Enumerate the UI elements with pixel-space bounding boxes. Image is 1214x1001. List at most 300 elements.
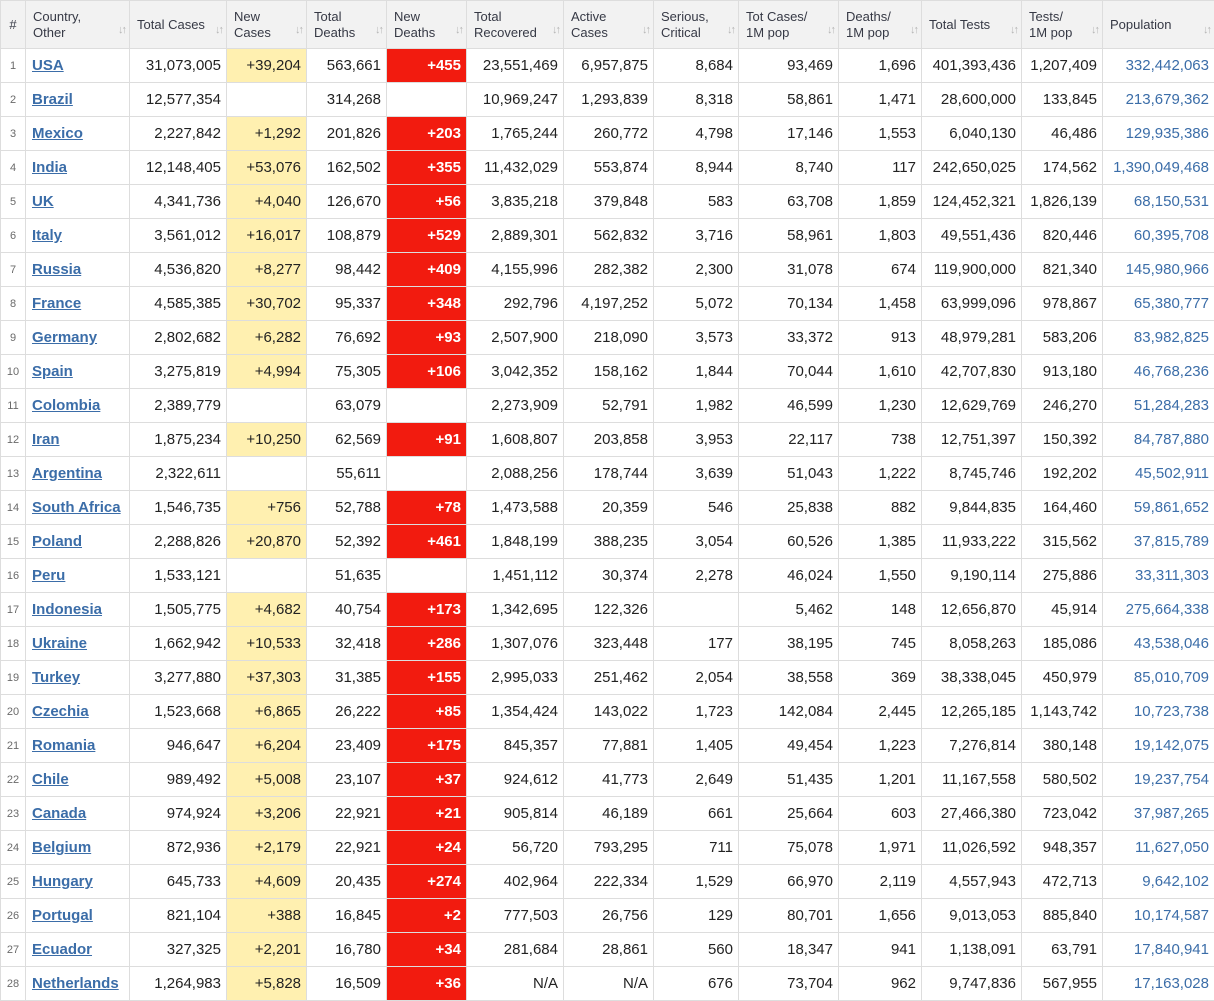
table-row — [1, 219, 1214, 253]
cell-total-recovered: 905,814 — [467, 797, 564, 831]
country-link[interactable]: Colombia — [32, 397, 100, 414]
column-header-country[interactable] — [26, 1, 130, 49]
cell-serious: 5,072 — [654, 287, 739, 321]
cell-total-tests: 4,557,943 — [922, 865, 1022, 899]
cell-total-cases: 3,561,012 — [130, 219, 227, 253]
country-link[interactable]: Brazil — [32, 91, 73, 108]
cell-active-cases: 6,957,875 — [564, 49, 654, 83]
cell-cases-per-m: 70,134 — [739, 287, 839, 321]
cell-total-tests: 63,999,096 — [922, 287, 1022, 321]
cell-total-tests: 1,138,091 — [922, 933, 1022, 967]
cell-country — [26, 185, 130, 219]
cell-country — [26, 83, 130, 117]
country-link[interactable]: Italy — [32, 227, 62, 244]
cell-country — [26, 559, 130, 593]
sort-arrows-icon[interactable]: ↓↑ — [118, 22, 125, 38]
column-header-new-deaths[interactable] — [387, 1, 467, 49]
cell-new-deaths: +203 — [387, 117, 467, 151]
column-header-total-deaths[interactable] — [307, 1, 387, 49]
column-header-label: New Cases — [234, 9, 302, 41]
cell-active-cases: 30,374 — [564, 559, 654, 593]
table-row — [1, 287, 1214, 321]
cell-deaths-per-m: 369 — [839, 661, 922, 695]
cell-total-deaths: 22,921 — [307, 797, 387, 831]
cell-idx: 25 — [1, 865, 26, 899]
cell-country — [26, 355, 130, 389]
cell-cases-per-m: 5,462 — [739, 593, 839, 627]
cell-active-cases: 28,861 — [564, 933, 654, 967]
country-link[interactable]: Netherlands — [32, 975, 119, 992]
cell-total-cases: 3,277,880 — [130, 661, 227, 695]
column-header-deaths-per-m[interactable] — [839, 1, 922, 49]
sort-arrows-icon[interactable]: ↓↑ — [642, 22, 649, 38]
country-link[interactable]: Ukraine — [32, 635, 87, 652]
cell-country — [26, 219, 130, 253]
cell-total-recovered: 3,835,218 — [467, 185, 564, 219]
cell-serious: 3,054 — [654, 525, 739, 559]
cell-new-deaths: +529 — [387, 219, 467, 253]
cell-country — [26, 253, 130, 287]
cell-tests-per-m: 46,486 — [1022, 117, 1103, 151]
cell-new-deaths: +461 — [387, 525, 467, 559]
cell-total-deaths: 51,635 — [307, 559, 387, 593]
table-row — [1, 49, 1214, 83]
table-row — [1, 831, 1214, 865]
cell-total-tests: 12,629,769 — [922, 389, 1022, 423]
cell-total-tests: 8,058,263 — [922, 627, 1022, 661]
cell-country — [26, 661, 130, 695]
cell-serious: 1,723 — [654, 695, 739, 729]
cell-serious: 8,684 — [654, 49, 739, 83]
cell-deaths-per-m: 1,550 — [839, 559, 922, 593]
cell-total-cases: 12,148,405 — [130, 151, 227, 185]
country-link[interactable]: Turkey — [32, 669, 80, 686]
cell-cases-per-m: 18,347 — [739, 933, 839, 967]
cell-country — [26, 865, 130, 899]
cell-idx: 7 — [1, 253, 26, 287]
cell-active-cases: 251,462 — [564, 661, 654, 695]
column-header-label: Total Deaths — [314, 9, 382, 41]
cell-tests-per-m: 150,392 — [1022, 423, 1103, 457]
cell-total-recovered: 777,503 — [467, 899, 564, 933]
cell-deaths-per-m: 603 — [839, 797, 922, 831]
cell-new-deaths — [387, 559, 467, 593]
country-link[interactable]: USA — [32, 57, 64, 74]
cell-country — [26, 899, 130, 933]
header-row — [1, 1, 1214, 49]
sort-arrows-icon[interactable]: ↓↑ — [1010, 22, 1017, 38]
table-row — [1, 457, 1214, 491]
cell-total-deaths: 162,502 — [307, 151, 387, 185]
table-row — [1, 525, 1214, 559]
cell-idx: 27 — [1, 933, 26, 967]
cell-total-tests: 242,650,025 — [922, 151, 1022, 185]
table-row — [1, 593, 1214, 627]
cell-deaths-per-m: 1,223 — [839, 729, 922, 763]
cell-serious: 2,278 — [654, 559, 739, 593]
cell-serious: 676 — [654, 967, 739, 1001]
cell-total-deaths: 76,692 — [307, 321, 387, 355]
cell-cases-per-m: 25,838 — [739, 491, 839, 525]
cell-total-cases: 31,073,005 — [130, 49, 227, 83]
country-link[interactable]: France — [32, 295, 81, 312]
cell-total-cases: 2,802,682 — [130, 321, 227, 355]
cell-serious: 3,639 — [654, 457, 739, 491]
column-header-cases-per-m[interactable] — [739, 1, 839, 49]
cell-total-cases: 946,647 — [130, 729, 227, 763]
cell-total-tests: 401,393,436 — [922, 49, 1022, 83]
cell-country — [26, 423, 130, 457]
cell-population: 1,390,049,468 — [1103, 151, 1214, 185]
cell-idx: 3 — [1, 117, 26, 151]
table-row — [1, 933, 1214, 967]
country-link[interactable]: Russia — [32, 261, 81, 278]
cell-tests-per-m: 913,180 — [1022, 355, 1103, 389]
cell-active-cases: 26,756 — [564, 899, 654, 933]
column-header-total-cases[interactable] — [130, 1, 227, 49]
cell-cases-per-m: 142,084 — [739, 695, 839, 729]
cell-new-deaths: +286 — [387, 627, 467, 661]
cell-tests-per-m: 723,042 — [1022, 797, 1103, 831]
cell-active-cases: 323,448 — [564, 627, 654, 661]
sort-arrows-icon[interactable]: ↓↑ — [215, 22, 222, 38]
cell-population: 213,679,362 — [1103, 83, 1214, 117]
cell-active-cases: 143,022 — [564, 695, 654, 729]
cell-population: 37,987,265 — [1103, 797, 1214, 831]
cell-total-cases: 4,536,820 — [130, 253, 227, 287]
cell-new-deaths: +36 — [387, 967, 467, 1001]
table-row — [1, 865, 1214, 899]
country-link[interactable]: Iran — [32, 431, 60, 448]
cell-deaths-per-m: 1,553 — [839, 117, 922, 151]
cell-total-recovered: 11,432,029 — [467, 151, 564, 185]
cell-total-tests: 124,452,321 — [922, 185, 1022, 219]
cell-total-cases: 821,104 — [130, 899, 227, 933]
cell-new-deaths: +78 — [387, 491, 467, 525]
table-row — [1, 491, 1214, 525]
cell-new-deaths: +274 — [387, 865, 467, 899]
cell-deaths-per-m: 738 — [839, 423, 922, 457]
cell-population: 17,840,941 — [1103, 933, 1214, 967]
sort-arrows-icon[interactable]: ↓↑ — [552, 22, 559, 38]
cell-total-deaths: 20,435 — [307, 865, 387, 899]
cell-total-tests: 11,026,592 — [922, 831, 1022, 865]
cell-total-deaths: 75,305 — [307, 355, 387, 389]
cell-total-deaths: 63,079 — [307, 389, 387, 423]
cell-population: 275,664,338 — [1103, 593, 1214, 627]
cell-deaths-per-m: 148 — [839, 593, 922, 627]
cell-cases-per-m: 46,599 — [739, 389, 839, 423]
cell-idx: 26 — [1, 899, 26, 933]
cell-deaths-per-m: 941 — [839, 933, 922, 967]
cell-population: 68,150,531 — [1103, 185, 1214, 219]
cell-total-tests: 7,276,814 — [922, 729, 1022, 763]
cell-tests-per-m: 185,086 — [1022, 627, 1103, 661]
cell-total-cases: 1,546,735 — [130, 491, 227, 525]
cell-deaths-per-m: 745 — [839, 627, 922, 661]
cell-new-cases — [227, 389, 307, 423]
cell-serious: 4,798 — [654, 117, 739, 151]
cell-serious: 2,054 — [654, 661, 739, 695]
cell-cases-per-m: 70,044 — [739, 355, 839, 389]
cell-new-deaths — [387, 389, 467, 423]
column-header-tests-per-m[interactable] — [1022, 1, 1103, 49]
cell-new-deaths: +93 — [387, 321, 467, 355]
country-link[interactable]: Argentina — [32, 465, 102, 482]
cell-cases-per-m: 49,454 — [739, 729, 839, 763]
cell-total-deaths: 32,418 — [307, 627, 387, 661]
cell-new-deaths: +175 — [387, 729, 467, 763]
cell-active-cases: 793,295 — [564, 831, 654, 865]
cell-population: 9,642,102 — [1103, 865, 1214, 899]
cell-new-deaths: +173 — [387, 593, 467, 627]
cell-total-tests: 27,466,380 — [922, 797, 1022, 831]
cell-serious: 546 — [654, 491, 739, 525]
cell-new-deaths: +34 — [387, 933, 467, 967]
table-row — [1, 967, 1214, 1001]
cell-new-cases: +10,250 — [227, 423, 307, 457]
cell-new-deaths — [387, 457, 467, 491]
cell-idx: 14 — [1, 491, 26, 525]
cell-idx: 2 — [1, 83, 26, 117]
cell-country — [26, 321, 130, 355]
cell-serious: 1,405 — [654, 729, 739, 763]
column-header-label: Country, Other — [33, 9, 125, 41]
sort-arrows-icon[interactable]: ↓↑ — [1091, 22, 1098, 38]
cell-population: 84,787,880 — [1103, 423, 1214, 457]
cell-total-recovered: 2,273,909 — [467, 389, 564, 423]
column-header-new-cases[interactable] — [227, 1, 307, 49]
cell-deaths-per-m: 1,222 — [839, 457, 922, 491]
cell-tests-per-m: 192,202 — [1022, 457, 1103, 491]
sort-arrows-icon[interactable]: ↓↑ — [455, 22, 462, 38]
country-link[interactable]: Peru — [32, 567, 65, 584]
cell-idx: 18 — [1, 627, 26, 661]
cell-active-cases: 46,189 — [564, 797, 654, 831]
cell-new-deaths: +21 — [387, 797, 467, 831]
column-header-total-tests[interactable] — [922, 1, 1022, 49]
cell-total-cases: 2,288,826 — [130, 525, 227, 559]
column-header-population[interactable] — [1103, 1, 1214, 49]
sort-arrows-icon[interactable]: ↓↑ — [375, 22, 382, 38]
cell-total-tests: 119,900,000 — [922, 253, 1022, 287]
cell-cases-per-m: 60,526 — [739, 525, 839, 559]
country-link[interactable]: Mexico — [32, 125, 83, 142]
country-link[interactable]: Ecuador — [32, 941, 92, 958]
column-header-label: # — [9, 17, 16, 32]
cell-active-cases: 203,858 — [564, 423, 654, 457]
cell-new-cases: +4,609 — [227, 865, 307, 899]
column-header-label: Total Recovered — [474, 9, 559, 41]
cell-new-cases: +2,179 — [227, 831, 307, 865]
cell-active-cases: 388,235 — [564, 525, 654, 559]
cell-cases-per-m: 46,024 — [739, 559, 839, 593]
cell-serious: 560 — [654, 933, 739, 967]
cell-deaths-per-m: 1,859 — [839, 185, 922, 219]
cell-tests-per-m: 580,502 — [1022, 763, 1103, 797]
cell-total-deaths: 52,788 — [307, 491, 387, 525]
cell-total-tests: 12,265,185 — [922, 695, 1022, 729]
column-header-active-cases[interactable] — [564, 1, 654, 49]
country-link[interactable]: Germany — [32, 329, 97, 346]
cell-new-deaths: +56 — [387, 185, 467, 219]
cell-new-cases: +10,533 — [227, 627, 307, 661]
cell-tests-per-m: 275,886 — [1022, 559, 1103, 593]
cell-cases-per-m: 38,558 — [739, 661, 839, 695]
cell-population: 19,142,075 — [1103, 729, 1214, 763]
country-link[interactable]: Spain — [32, 363, 73, 380]
cell-total-tests: 9,844,835 — [922, 491, 1022, 525]
cell-idx: 21 — [1, 729, 26, 763]
cell-deaths-per-m: 1,201 — [839, 763, 922, 797]
country-link[interactable]: Romania — [32, 737, 95, 754]
sort-arrows-icon[interactable]: ↓↑ — [727, 22, 734, 38]
cell-deaths-per-m: 2,445 — [839, 695, 922, 729]
cell-new-deaths — [387, 83, 467, 117]
cell-total-recovered: 1,848,199 — [467, 525, 564, 559]
table-row — [1, 423, 1214, 457]
cell-serious: 8,944 — [654, 151, 739, 185]
cell-population: 46,768,236 — [1103, 355, 1214, 389]
cell-active-cases: 77,881 — [564, 729, 654, 763]
cell-total-tests: 48,979,281 — [922, 321, 1022, 355]
cell-total-tests: 6,040,130 — [922, 117, 1022, 151]
cell-active-cases: 122,326 — [564, 593, 654, 627]
cell-cases-per-m: 38,195 — [739, 627, 839, 661]
cell-total-recovered: 1,354,424 — [467, 695, 564, 729]
table-row — [1, 661, 1214, 695]
cell-total-tests: 11,933,222 — [922, 525, 1022, 559]
cell-total-deaths: 22,921 — [307, 831, 387, 865]
cell-serious: 1,844 — [654, 355, 739, 389]
cell-active-cases: 4,197,252 — [564, 287, 654, 321]
cell-idx: 19 — [1, 661, 26, 695]
cell-population: 33,311,303 — [1103, 559, 1214, 593]
cell-total-tests: 12,656,870 — [922, 593, 1022, 627]
cell-total-recovered: 56,720 — [467, 831, 564, 865]
table-row — [1, 389, 1214, 423]
cell-cases-per-m: 17,146 — [739, 117, 839, 151]
cell-population: 59,861,652 — [1103, 491, 1214, 525]
column-header-label: Total Tests — [929, 17, 1017, 33]
cell-new-cases: +4,994 — [227, 355, 307, 389]
cell-idx: 1 — [1, 49, 26, 83]
column-header-serious[interactable] — [654, 1, 739, 49]
cell-total-cases: 1,505,775 — [130, 593, 227, 627]
column-header-label: Tot Cases/ 1M pop — [746, 9, 834, 41]
cell-total-recovered: 4,155,996 — [467, 253, 564, 287]
cell-total-recovered: 2,889,301 — [467, 219, 564, 253]
column-header-total-recovered[interactable] — [467, 1, 564, 49]
cell-deaths-per-m: 1,696 — [839, 49, 922, 83]
country-link[interactable]: Portugal — [32, 907, 93, 924]
cell-deaths-per-m: 1,803 — [839, 219, 922, 253]
cell-total-recovered: 2,507,900 — [467, 321, 564, 355]
cell-total-tests: 11,167,558 — [922, 763, 1022, 797]
column-header-label: Tests/ 1M pop — [1029, 9, 1098, 41]
cell-deaths-per-m: 882 — [839, 491, 922, 525]
cell-active-cases: 222,334 — [564, 865, 654, 899]
country-link[interactable]: Canada — [32, 805, 86, 822]
cell-deaths-per-m: 1,385 — [839, 525, 922, 559]
table-row — [1, 695, 1214, 729]
cell-cases-per-m: 33,372 — [739, 321, 839, 355]
cell-serious: 129 — [654, 899, 739, 933]
cell-total-cases: 974,924 — [130, 797, 227, 831]
country-link[interactable]: Indonesia — [32, 601, 102, 618]
cell-idx: 28 — [1, 967, 26, 1001]
country-link[interactable]: Belgium — [32, 839, 91, 856]
cell-total-cases: 2,322,611 — [130, 457, 227, 491]
table-row — [1, 253, 1214, 287]
cell-total-deaths: 40,754 — [307, 593, 387, 627]
cell-new-cases: +6,282 — [227, 321, 307, 355]
cell-population: 85,010,709 — [1103, 661, 1214, 695]
cell-active-cases: 41,773 — [564, 763, 654, 797]
cell-idx: 6 — [1, 219, 26, 253]
cell-deaths-per-m: 2,119 — [839, 865, 922, 899]
sort-arrows-icon[interactable]: ↓↑ — [295, 22, 302, 38]
cell-total-cases: 2,389,779 — [130, 389, 227, 423]
cell-cases-per-m: 66,970 — [739, 865, 839, 899]
table-row — [1, 729, 1214, 763]
cell-serious — [654, 593, 739, 627]
cell-total-deaths: 26,222 — [307, 695, 387, 729]
cell-total-deaths: 16,780 — [307, 933, 387, 967]
cell-serious: 1,529 — [654, 865, 739, 899]
cell-population: 60,395,708 — [1103, 219, 1214, 253]
country-link[interactable]: Czechia — [32, 703, 89, 720]
country-link[interactable]: Chile — [32, 771, 69, 788]
cell-new-deaths: +24 — [387, 831, 467, 865]
cell-new-cases — [227, 457, 307, 491]
cell-tests-per-m: 885,840 — [1022, 899, 1103, 933]
cell-tests-per-m: 164,460 — [1022, 491, 1103, 525]
cell-total-recovered: 281,684 — [467, 933, 564, 967]
sort-arrows-icon[interactable]: ↓↑ — [827, 22, 834, 38]
country-link[interactable]: Poland — [32, 533, 82, 550]
sort-arrows-icon[interactable]: ↓↑ — [910, 22, 917, 38]
cell-idx: 24 — [1, 831, 26, 865]
country-link[interactable]: Hungary — [32, 873, 93, 890]
cell-cases-per-m: 58,861 — [739, 83, 839, 117]
cell-country — [26, 525, 130, 559]
sort-arrows-icon[interactable]: ↓↑ — [1203, 22, 1210, 38]
cell-active-cases: 282,382 — [564, 253, 654, 287]
table-row — [1, 899, 1214, 933]
cell-deaths-per-m: 1,458 — [839, 287, 922, 321]
country-link[interactable]: South Africa — [32, 499, 121, 516]
cell-total-deaths: 52,392 — [307, 525, 387, 559]
cell-idx: 22 — [1, 763, 26, 797]
cell-active-cases: 158,162 — [564, 355, 654, 389]
country-link[interactable]: India — [32, 159, 67, 176]
cell-tests-per-m: 472,713 — [1022, 865, 1103, 899]
country-link[interactable]: UK — [32, 193, 54, 210]
cell-new-cases: +4,682 — [227, 593, 307, 627]
table-row — [1, 117, 1214, 151]
cell-tests-per-m: 63,791 — [1022, 933, 1103, 967]
cell-total-recovered: 1,307,076 — [467, 627, 564, 661]
table-row — [1, 151, 1214, 185]
cell-tests-per-m: 450,979 — [1022, 661, 1103, 695]
cell-idx: 8 — [1, 287, 26, 321]
cell-idx: 10 — [1, 355, 26, 389]
cell-country — [26, 389, 130, 423]
cell-population: 51,284,283 — [1103, 389, 1214, 423]
cell-new-cases — [227, 559, 307, 593]
cell-deaths-per-m: 1,471 — [839, 83, 922, 117]
